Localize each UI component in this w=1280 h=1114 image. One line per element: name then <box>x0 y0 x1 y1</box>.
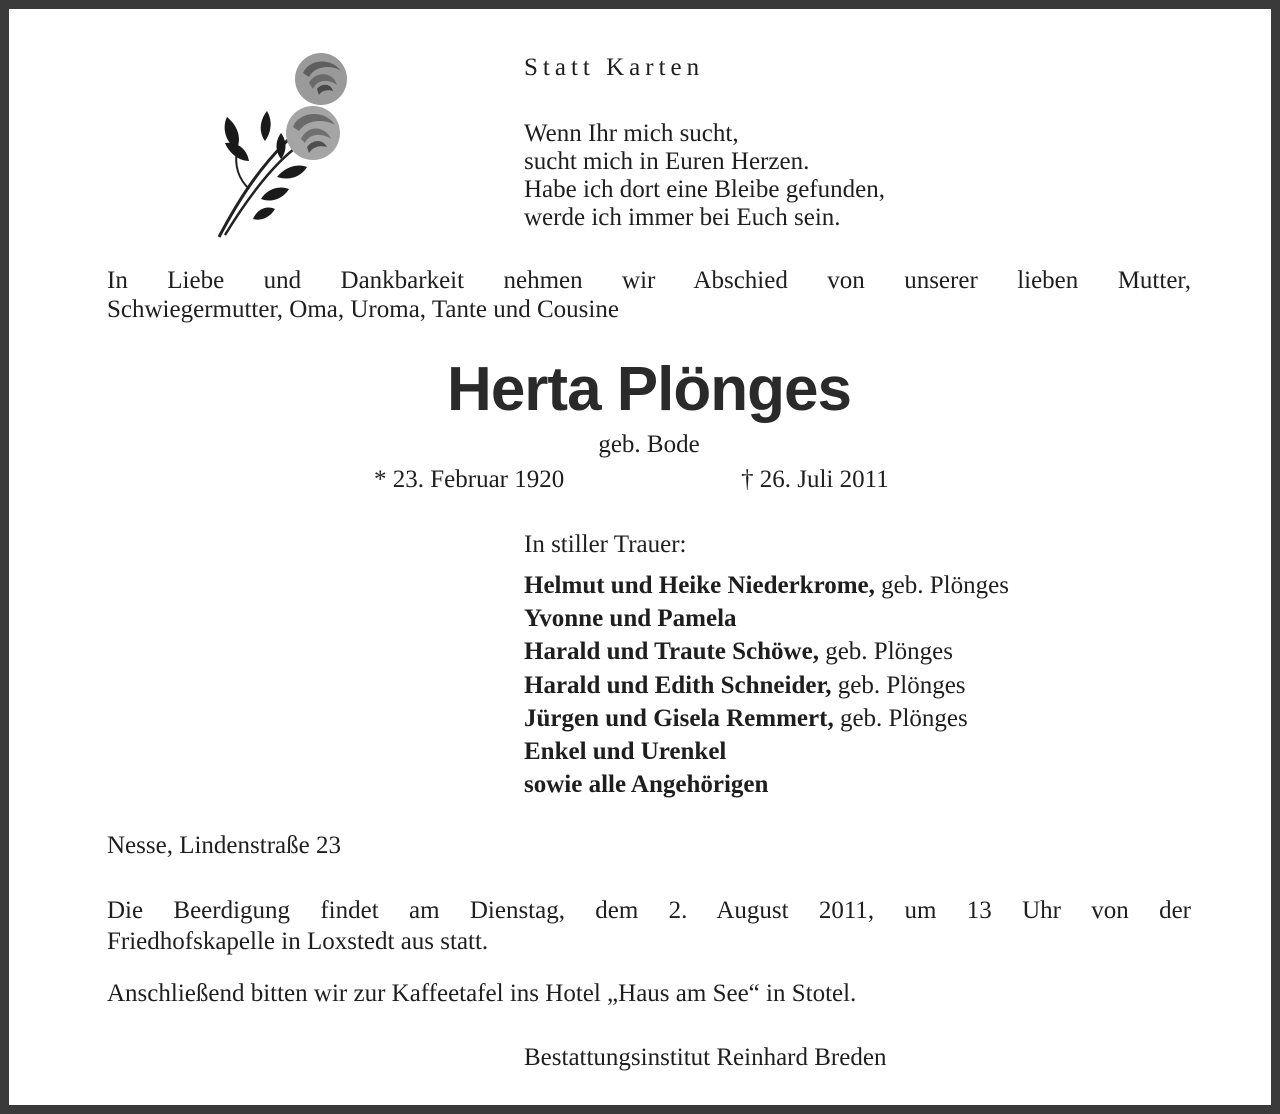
mourning-heading: In stiller Trauer: <box>524 531 687 558</box>
address: Nesse, Lindenstraße 23 <box>107 832 341 859</box>
reception-info: Anschließend bitten wir zur Kaffeetafel ins Hotel „Haus am See“ in Stotel. <box>107 980 857 1007</box>
funeral-info <box>107 895 1191 957</box>
list-item <box>524 635 1009 668</box>
deceased-name: Herta Plönges <box>447 355 851 424</box>
list-item <box>524 669 1009 702</box>
mourner-name: Jürgen und Gisela Remmert, <box>524 704 834 732</box>
intro-line: In Liebe und Dankbarkeit nehmen wir Abschied von unserer lieben Mutter, <box>107 267 1191 294</box>
mourner-suffix: geb. Plönges <box>874 572 1009 599</box>
list-item <box>524 702 1009 735</box>
list-item <box>524 569 1009 602</box>
list-item <box>524 602 1009 635</box>
death-date: † 26. Juli 2011 <box>741 466 889 493</box>
mourner-name: sowie alle Angehörigen <box>524 771 769 799</box>
intro-line: Schwiegermutter, Oma, Uroma, Tante und Cousine <box>107 296 619 323</box>
mourner-suffix: geb. Plönges <box>818 638 953 666</box>
mourner-name: Harald und Traute Schöwe, <box>524 638 819 666</box>
mourner-name: Yvonne und Pamela <box>524 605 737 633</box>
funeral-line: Friedhofskapelle in Loxstedt aus statt. <box>107 928 489 955</box>
mourner-name: Helmut und Heike Niederkrome, <box>524 572 875 599</box>
funeral-line: Die Beerdigung findet am Dienstag, dem 2. August 2011, um 13 Uhr von der <box>107 897 1191 924</box>
mourner-suffix: geb. Plönges <box>833 704 968 732</box>
poem-line: Habe ich dort eine Bleibe gefunden, <box>524 176 885 203</box>
poem-line: Wenn Ihr mich sucht, <box>524 120 739 147</box>
mourner-name: Harald und Edith Schneider, <box>524 671 832 699</box>
birth-date: * 23. Februar 1920 <box>374 466 565 493</box>
mourner-name: Enkel und Urenkel <box>524 738 727 766</box>
maiden-name: geb. Bode <box>598 431 700 458</box>
poem <box>524 120 885 232</box>
header-label: Statt Karten <box>524 54 705 81</box>
list-item <box>524 735 1009 768</box>
mourner-suffix: geb. Plönges <box>831 671 966 699</box>
rose-icon <box>209 49 359 244</box>
undertaker: Bestattungsinstitut Reinhard Breden <box>524 1044 887 1071</box>
poem-line: werde ich immer bei Euch sein. <box>524 204 841 231</box>
mourners-list <box>524 569 1009 801</box>
list-item <box>524 768 1009 801</box>
intro-text <box>107 266 1191 324</box>
poem-line: sucht mich in Euren Herzen. <box>524 148 810 175</box>
